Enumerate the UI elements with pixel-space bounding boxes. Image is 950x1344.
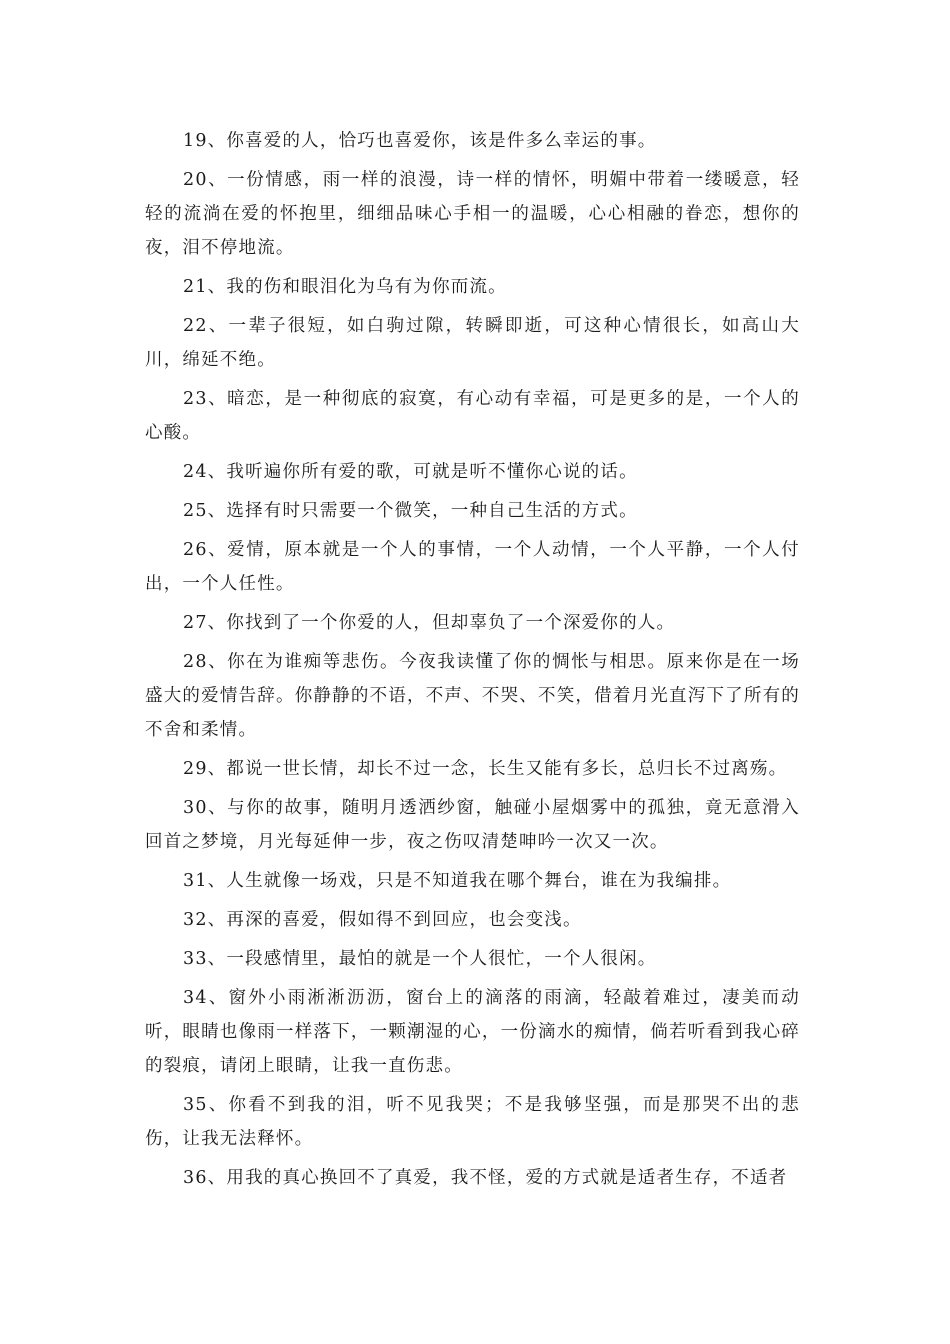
paragraph-34: 34、窗外小雨淅淅沥沥，窗台上的滴落的雨滴，轻敲着难过，凄美而动听，眼睛也像雨一样落下，一颗潮湿的心，一份滴水的痴情，倘若听看到我心碎的裂痕，请闭上眼睛，让我一直伤悲。 <box>145 988 800 1076</box>
paragraph-33: 33、一段感情里，最怕的就是一个人很忙，一个人很闲。 <box>183 949 657 969</box>
paragraph-20: 20、一份情感，雨一样的浪漫，诗一样的情怀，明媚中带着一缕暖意，轻轻的流淌在爱的怀抱里，细细品味心手相一的温暖，心心相融的眷恋，想你的夜，泪不停地流。 <box>145 170 800 258</box>
paragraph-31: 31、人生就像一场戏，只是不知道我在哪个舞台，谁在为我编排。 <box>183 871 732 891</box>
document-body <box>145 124 800 1200</box>
paragraph-32: 32、再深的喜爱，假如得不到回应，也会变浅。 <box>183 910 582 930</box>
paragraph-28: 28、你在为谁痴等悲伤。今夜我读懂了你的惆怅与相思。原来你是在一场盛大的爱情告辞。你静静的不语，不声、不哭、不笑，借着月光直泻下了所有的不舍和柔情。 <box>145 652 800 740</box>
paragraph-27: 27、你找到了一个你爱的人，但却辜负了一个深爱你的人。 <box>183 613 676 633</box>
paragraph-36: 36、用我的真心换回不了真爱，我不怪，爱的方式就是适者生存，不适者 <box>183 1168 788 1188</box>
paragraph-24: 24、我听遍你所有爱的歌，可就是听不懂你心说的话。 <box>183 462 638 482</box>
paragraph-26: 26、爱情，原本就是一个人的事情，一个人动情，一个人平静，一个人付出，一个人任性。 <box>145 540 800 594</box>
paragraph-30: 30、与你的故事，随明月透洒纱窗，触碰小屋烟雾中的孤独，竟无意滑入回首之梦境，月光每延伸一步，夜之伤叹清楚呻吟一次又一次。 <box>145 798 800 852</box>
paragraph-29: 29、都说一世长情，却长不过一念，长生又能有多长，总归长不过离殇。 <box>183 759 788 779</box>
paragraph-35: 35、你看不到我的泪，听不见我哭；不是我够坚强，而是那哭不出的悲伤，让我无法释怀。 <box>145 1095 800 1149</box>
paragraph-21: 21、我的伤和眼泪化为乌有为你而流。 <box>183 277 507 297</box>
paragraph-25: 25、选择有时只需要一个微笑，一种自己生活的方式。 <box>183 501 638 521</box>
paragraph-23: 23、暗恋，是一种彻底的寂寞，有心动有幸福，可是更多的是，一个人的心酸。 <box>145 389 800 443</box>
paragraph-22: 22、一辈子很短，如白驹过隙，转瞬即逝，可这种心情很长，如高山大川，绵延不绝。 <box>145 316 800 370</box>
paragraph-19: 19、你喜爱的人，恰巧也喜爱你，该是件多么幸运的事。 <box>183 131 657 151</box>
